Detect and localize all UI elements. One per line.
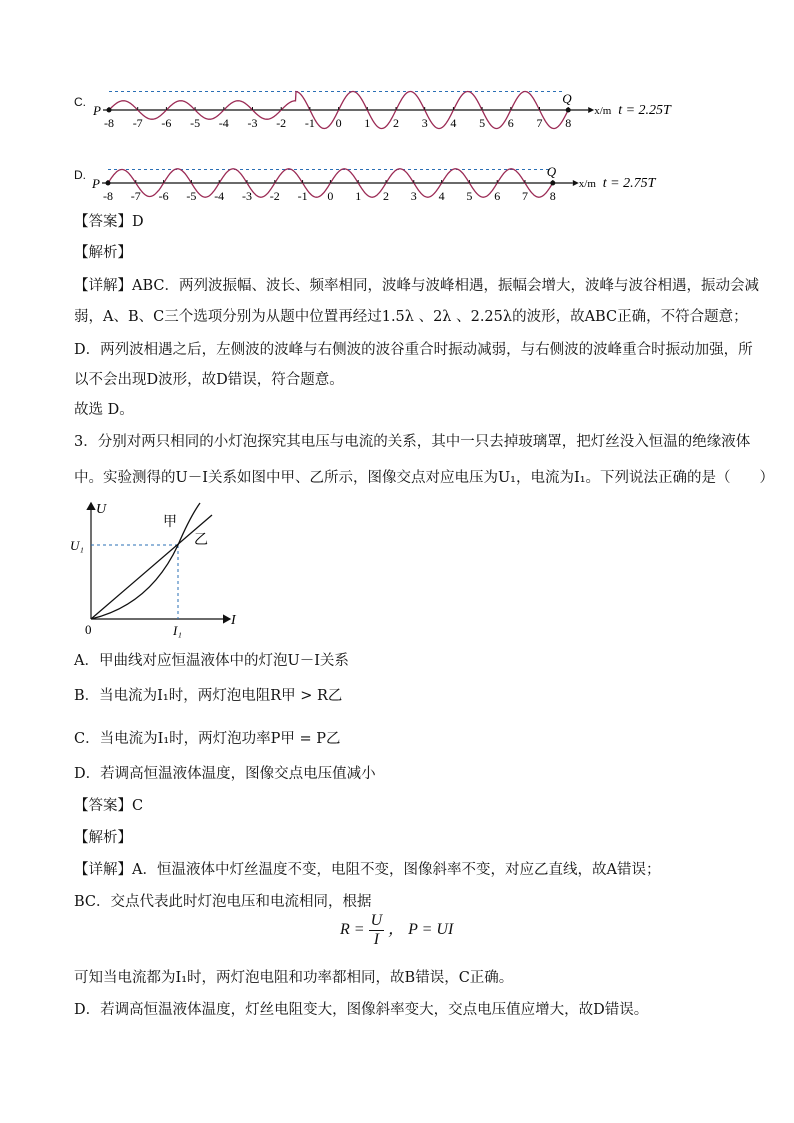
wave-d-tick-label: 3 — [410, 189, 417, 200]
resistance-power-formula — [340, 912, 453, 949]
q3-stem-line-1: 3．分别对两只相同的小灯泡探究其电压与电流的关系，其中一只去掉玻璃罩，把灯丝没入恒温的绝缘液体 — [74, 434, 751, 450]
wave-c-tick-label: -5 — [190, 116, 201, 130]
wave-d-tick-label: -2 — [269, 189, 280, 200]
wave-c-tick-label: -6 — [161, 116, 172, 130]
wave-d-q-label: Q — [546, 164, 557, 179]
wave-c-tick-label: -1 — [304, 116, 315, 130]
wave-c-tick-label: 5 — [479, 116, 486, 130]
wave-c-tick-label: 6 — [507, 116, 514, 130]
wave-d-tick-label: -4 — [214, 189, 225, 200]
q3-detail-line-2: BC．交点代表此时灯泡电压和电流相同，根据 — [74, 894, 372, 910]
wave-c-tick-label: 4 — [450, 116, 457, 130]
wave-d-p-label: P — [92, 176, 100, 191]
wave-c-time-label: t = 2.25T — [618, 103, 671, 118]
wave-d-tick-label: 0 — [327, 189, 334, 200]
wave-d-tick-label: -5 — [186, 189, 197, 200]
u1-label: U₁ — [70, 538, 84, 553]
wave-c-p-label: P — [93, 103, 101, 118]
wave-c-tick-label: 0 — [335, 116, 342, 130]
q3-option-b: B．当电流为I₁时，两灯泡电阻R甲 > R乙 — [74, 688, 343, 704]
q2-analysis-title: 【解析】 — [74, 245, 132, 261]
q2-detail-line-4: 以不会出现D波形，故D错误，符合题意。 — [74, 372, 344, 388]
formula-denominator: I — [373, 931, 380, 948]
formula-fraction — [369, 912, 385, 949]
u-i-graph — [60, 495, 260, 645]
wave-c-tick-label: 1 — [364, 116, 371, 130]
q2-answer: 【答案】D — [74, 214, 144, 230]
wave-d-time-label: t = 2.75T — [602, 176, 656, 191]
q3-option-a: A．甲曲线对应恒温液体中的灯泡U－I关系 — [74, 653, 349, 669]
wave-c-tick-label: 3 — [421, 116, 428, 130]
wave-d-tick-label: -7 — [130, 189, 141, 200]
q3-detail-line-3: 可知当电流都为I₁时，两灯泡电阻和功率都相同，故B错误，C正确。 — [74, 970, 514, 986]
q3-detail-line-1: 【详解】A．恒温液体中灯丝温度不变，电阻不变，图像斜率不变，对应乙直线，故A错误； — [74, 862, 661, 878]
q2-detail-line-2: 弱，A、B、C三个选项分别为从题中位置再经过1.5λ 、2λ 、2.25λ的波形，故ABC正确，不符合题意； — [74, 309, 748, 325]
wave-diagram-d — [0, 0, 794, 200]
wave-d-tick-label: 7 — [522, 189, 528, 200]
wave-c-tick-label: 7 — [536, 116, 543, 130]
i1-label: I₁ — [173, 623, 182, 638]
q2-conclusion: 故选 D。 — [74, 402, 134, 418]
wave-d-tick-label: 1 — [355, 189, 362, 200]
q2-detail-line-3: D．两列波相遇之后，左侧波的波峰与右侧波的波谷重合时振动减弱，与右侧波的波峰重合时振动加强，所 — [74, 342, 753, 358]
wave-d-point-q — [550, 181, 555, 186]
formula-p: ， P = UI — [388, 921, 454, 939]
q3-option-c: C．当电流为I₁时，两灯泡功率P甲 = P乙 — [74, 731, 341, 747]
wave-d-tick-label: -8 — [103, 189, 113, 200]
wave-d-tick-label: 2 — [383, 189, 389, 200]
wave-c-tick-label: 2 — [393, 116, 399, 130]
u-axis-label: U — [96, 502, 107, 517]
option-d-letter: D. — [74, 168, 86, 182]
q3-analysis-title: 【解析】 — [74, 830, 132, 846]
curve-yi-label: 乙 — [194, 533, 208, 548]
option-c-letter: C. — [74, 95, 86, 109]
wave-d-tick-label: -1 — [297, 189, 308, 200]
wave-c-tick-label: -2 — [276, 116, 287, 130]
i-axis-label: I — [231, 613, 236, 628]
q2-detail-line-1: 【详解】ABC．两列波振幅、波长、频率相同，波峰与波峰相遇，振幅会增大，波峰与波谷相遇，振动会减 — [74, 278, 759, 294]
wave-c-tick-label: -3 — [247, 116, 258, 130]
wave-d-tick-label: 5 — [466, 189, 473, 200]
wave-d-tick-label: 6 — [494, 189, 501, 200]
wave-c-tick-label: -7 — [132, 116, 143, 130]
wave-c-tick-label: -4 — [218, 116, 229, 130]
q3-detail-line-4: D．若调高恒温液体温度，灯丝电阻变大，图像斜率变大，交点电压值应增大，故D错误。 — [74, 1002, 649, 1018]
q3-option-d: D．若调高恒温液体温度，图像交点电压值减小 — [74, 766, 376, 782]
curve-jia-label: 甲 — [163, 515, 177, 530]
wave-d-tick-label: -6 — [158, 189, 169, 200]
formula-numerator: U — [370, 912, 383, 929]
wave-c-q-label: Q — [562, 91, 572, 106]
wave-c-tick-label: 8 — [565, 116, 572, 130]
wave-d-point-p — [106, 181, 111, 186]
wave-d-tick-label: 8 — [549, 189, 556, 200]
curve-yi-line — [91, 515, 212, 619]
wave-d-tick-label: 4 — [438, 189, 445, 200]
wave-c-tick-label: -8 — [104, 116, 114, 130]
wave-c-axis-label: x/m — [594, 105, 612, 117]
formula-r: R = — [340, 921, 365, 939]
wave-d-tick-label: -3 — [242, 189, 252, 200]
q3-stem-line-2: 中。实验测得的U－I关系如图中甲、乙所示，图像交点对应电压为U₁，电流为I₁。下列说法正确的是（ ） — [74, 470, 775, 486]
wave-d-axis-label: x/m — [578, 178, 596, 190]
q3-answer: 【答案】C — [74, 798, 144, 814]
curve-jia — [91, 503, 200, 619]
origin-label: 0 — [85, 622, 92, 637]
